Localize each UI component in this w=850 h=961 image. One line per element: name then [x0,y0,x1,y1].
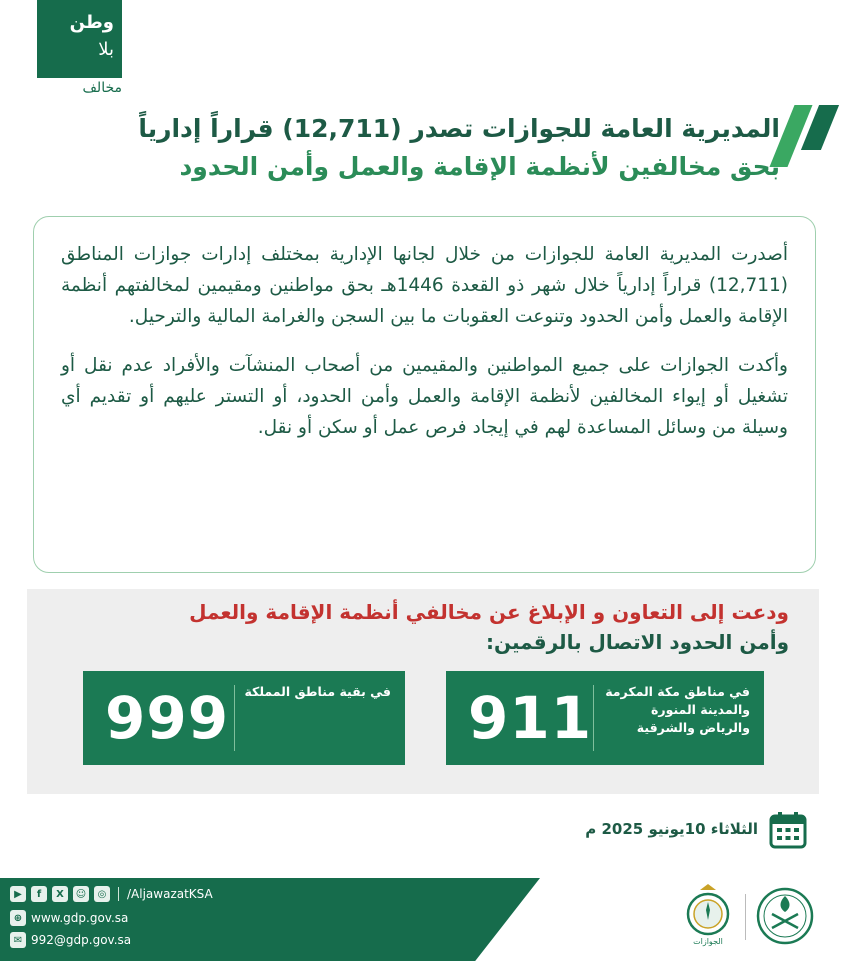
hotline-911-number: 911 [468,684,593,752]
announcement-card [33,216,816,573]
snapchat-icon[interactable]: ☺ [73,886,89,902]
calendar-icon [768,810,808,850]
divider [593,685,594,751]
email-link[interactable]: 992@gdp.gov.sa [31,933,132,947]
instagram-icon[interactable]: ◎ [94,886,110,902]
x-icon[interactable]: X [52,886,68,902]
contact-heading-line1: ودعت إلى التعاون و الإبلاغ عن مخالفي أنظمة الإقامة والعمل [189,600,789,624]
email-icon: ✉ [10,932,26,948]
website-link[interactable]: www.gdp.gov.sa [31,911,129,925]
contact-heading-line2: وأمن الحدود الاتصال بالرقمين: [485,630,789,654]
badge-subtitle: مخالف [82,80,122,96]
globe-icon: ⊕ [10,910,26,926]
passports-logo-text: الجوازات [693,937,723,946]
facebook-icon[interactable]: f [31,886,47,902]
passports-logo [678,882,738,948]
website-row [10,908,128,928]
hotline-911-box[interactable] [446,671,764,765]
hotline-999-desc: في بقية مناطق المملكة [244,684,391,699]
logo-divider [745,894,746,940]
divider [234,685,235,751]
page-title [60,110,780,186]
social-row [10,884,213,904]
ministry-emblem-icon [754,886,816,946]
campaign-badge [37,0,122,78]
email-row [10,930,131,950]
youtube-icon[interactable]: ▶ [10,886,26,902]
hotline-911-desc: في مناطق مكة المكرمة والمدينة المنورة والرياض والشرقية [605,684,750,735]
title-line1: المديرية العامة للجوازات تصدر (12,711) قراراً إدارياً [138,114,780,143]
badge-line1: وطن [69,12,114,33]
footer [0,866,850,961]
paragraph-1: أصدرت المديرية العامة للجوازات من خلال لجانها الإدارية بمختلف إدارات جوازات المناطق (12,711) قراراً إدارياً خلال شهر ذو القعدة 1446هـ بحق مواطنين ومقيمين لمخالفتهم أنظمة الإقامة والعمل وأمن الحدود وتنوعت العقوبات ما بين السجن والغرامة المالية والترحيل. [61,244,789,327]
contact-panel [27,589,819,794]
hotline-999-number: 999 [105,684,230,752]
hotline-999-box[interactable] [83,671,405,765]
title-line2: بحق مخالفين لأنظمة الإقامة والعمل وأمن الحدود [179,152,780,181]
publish-date: الثلاثاء 10يونيو 2025 م [585,820,758,838]
paragraph-2: وأكدت الجوازات على جميع المواطنين والمقيمين من أصحاب المنشآت والأفراد عدم نقل أو تشغيل أو إيواء المخالفين لأنظمة الإقامة والعمل وأمن الحدود، أو التستر عليهم أو تقديم أي وسيلة من وسائل المساعدة لهم في إيجاد فرص عمل أو سكن أو نقل. [61,355,788,438]
social-separator [118,887,119,901]
contact-heading [49,597,789,657]
badge-line2: بلا [98,39,114,60]
social-handle[interactable]: /AljawazatKSA [127,887,213,901]
